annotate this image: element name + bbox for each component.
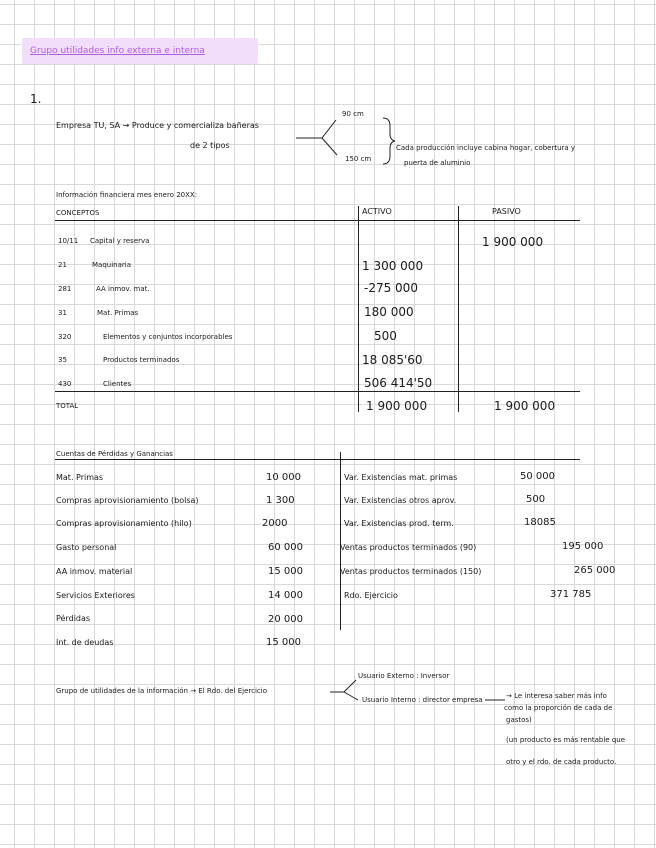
row-concept: Productos terminados <box>103 356 180 364</box>
pyg-right-value: 500 <box>526 494 546 505</box>
pyg-left-value: 2000 <box>262 518 288 529</box>
row-code: 281 <box>58 285 72 293</box>
size-90: 90 cm <box>342 110 364 118</box>
pyg-right-label: Ventas productos terminados (150) <box>340 567 482 576</box>
pyg-right-value: 195 000 <box>562 541 604 552</box>
pyg-right-label: Var. Existencias otros aprov. <box>344 496 457 505</box>
pyg-left-label: Compras aprovisionamiento (hilo) <box>56 519 192 528</box>
external-user: Usuario Externo : Inversor <box>358 672 450 680</box>
pyg-left-label: Gasto personal <box>56 543 117 552</box>
pyg-left-label: Servicios Exteriores <box>56 591 135 600</box>
company-note-2: puerta de aluminio <box>404 159 471 167</box>
row-code: 320 <box>58 333 72 341</box>
pyg-right-value: 371 785 <box>550 589 592 600</box>
pyg-left-label: Int. de deudas <box>56 638 114 647</box>
users-note-2: como la proporción de cada de <box>504 704 613 712</box>
internal-user: Usuario Interno : director empresa <box>362 696 483 704</box>
pyg-left-value: 20 000 <box>268 614 303 625</box>
activo-divider <box>358 206 359 412</box>
users-note-5: otro y el rdo. de cada producto. <box>506 758 617 766</box>
row-code: 31 <box>58 309 67 317</box>
row-concept: Capital y reserva <box>90 237 150 245</box>
pyg-left-label: Compras aprovisionamiento (bolsa) <box>56 496 199 505</box>
pyg-divider <box>340 452 341 630</box>
company-types: de 2 tipos <box>190 141 230 150</box>
pyg-rule <box>55 459 580 460</box>
company-line: Empresa TU, SA → Produce y comercializa bañeras <box>56 121 259 130</box>
header-pasivo: PASIVO <box>492 207 521 216</box>
page-title: Grupo utilidades info externa e interna <box>30 46 205 56</box>
pyg-left-value: 15 000 <box>268 566 303 577</box>
pyg-left-value: 14 000 <box>268 590 303 601</box>
users-note-1: → Le interesa saber más info <box>506 692 607 700</box>
company-note-1: Cada producción incluye cabina hogar, cobertura y <box>396 144 576 152</box>
row-activo: 500 <box>374 329 397 343</box>
users-note-3: gastos) <box>506 716 532 724</box>
row-code: 10/11 <box>58 237 79 245</box>
row-activo: 180 000 <box>364 305 414 319</box>
pyg-left-value: 1 300 <box>266 495 295 506</box>
row-concept: Clientes <box>103 380 132 388</box>
users-note-4: (un producto es más rentable que <box>506 736 626 744</box>
pyg-right-label: Var. Existencias prod. term. <box>344 519 454 528</box>
row-concept: Maquinaria <box>92 261 131 269</box>
row-concept: Mat. Primas <box>97 309 139 317</box>
pyg-right-value: 18085 <box>524 517 556 528</box>
pyg-left-value: 10 000 <box>266 472 301 483</box>
pyg-right-label: Var. Existencias mat. primas <box>344 473 458 482</box>
pyg-right-label: Ventas productos terminados (90) <box>340 543 477 552</box>
row-activo: -275 000 <box>364 281 418 295</box>
row-concept: AA inmov. mat. <box>96 285 150 293</box>
header-concepts: CONCEPTOS <box>56 209 100 217</box>
pyg-caption: Cuentas de Pérdidas y Ganancias <box>56 450 173 458</box>
pyg-left-label: Pérdidas <box>56 614 91 623</box>
row-code: 430 <box>58 380 72 388</box>
size-150: 150 cm <box>345 155 372 163</box>
row-activo: 18 085'60 <box>362 353 423 367</box>
pyg-left-value: 15 000 <box>266 637 301 648</box>
pyg-left-value: 60 000 <box>268 542 303 553</box>
pyg-right-value: 50 000 <box>520 471 555 482</box>
total-label: TOTAL <box>56 402 79 410</box>
row-code: 35 <box>58 356 67 364</box>
balance-caption: Información financiera mes enero 20XX: <box>56 191 198 199</box>
total-pasivo: 1 900 000 <box>494 399 556 413</box>
pasivo-divider <box>458 206 459 412</box>
pyg-right-value: 265 000 <box>574 565 616 576</box>
total-rule <box>55 391 580 392</box>
row-activo: 506 414'50 <box>364 376 433 390</box>
total-activo: 1 900 000 <box>366 399 428 413</box>
pyg-left-label: Mat. Primas <box>56 473 104 482</box>
row-concept: Elementos y conjuntos incorporables <box>103 333 233 341</box>
pyg-left-label: AA inmov. material <box>56 567 133 576</box>
header-rule <box>55 220 580 221</box>
row-pasivo: 1 900 000 <box>482 235 544 249</box>
pyg-right-label: Rdo. Ejercicio <box>344 591 398 600</box>
header-activo: ACTIVO <box>362 207 392 216</box>
users-line: Grupo de utilidades de la información → El Rdo. del Ejercicio <box>56 687 267 695</box>
row-code: 21 <box>58 261 67 269</box>
exercise-number: 1. <box>30 92 42 106</box>
row-activo: 1 300 000 <box>362 259 424 273</box>
